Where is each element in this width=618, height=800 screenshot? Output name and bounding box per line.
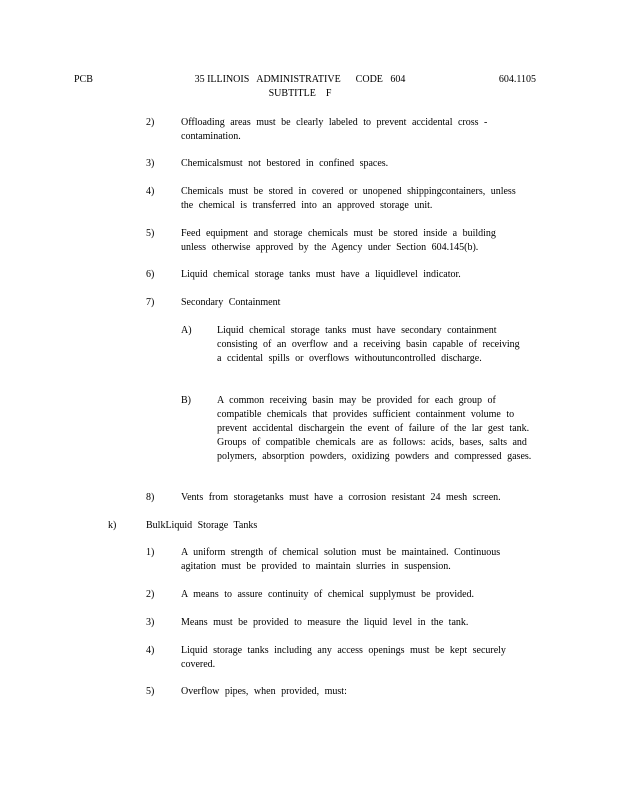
subitem-letter: B) (181, 395, 191, 406)
item-number: 4) (146, 186, 155, 197)
item-number: 8) (146, 492, 155, 503)
item-text: Vents from storagetanks must have a corrosion resistant 24 mesh screen. (181, 492, 501, 503)
item-text: Liquid chemical storage tanks must have a liquidlevel indicator. (181, 269, 461, 280)
item-text: Feed equipment and storage chemicals must be stored inside a building unless otherwise approved by the Agency under Section 604.145(b). (181, 228, 496, 253)
header-title-line1: 35 ILLINOIS ADMINISTRATIVE CODE 604 (194, 74, 406, 85)
k-item-text: Liquid storage tanks including any access openings must be kept securely covered. (181, 645, 506, 670)
item-text: Offloading areas must be clearly labeled to prevent accidental cross - contamination. (181, 117, 488, 142)
subitem-letter: A) (181, 325, 192, 336)
k-item-number: 1) (146, 547, 155, 558)
item-text: Secondary Containment (181, 297, 281, 308)
header-title-line2: SUBTITLE F (268, 88, 332, 99)
subitem-text: Liquid chemical storage tanks must have secondary containment consisting of an overflow and a receiving basin capable of receiving a ccidental spills or overflows withoutuncontrolled discharge. (217, 325, 520, 364)
k-item-number: 5) (146, 686, 155, 697)
k-item-number: 3) (146, 617, 155, 628)
k-item-number: 2) (146, 589, 155, 600)
item-text: Chemicals must be stored in covered or unopened shippingcontainers, unless the chemical is transferred into an approved storage unit. (181, 186, 516, 211)
item-number: 3) (146, 158, 155, 169)
header-section-number: 604.1105 (498, 74, 536, 85)
header-title (150, 73, 450, 101)
k-item-text: Overflow pipes, when provided, must: (181, 686, 347, 697)
section-letter: k) (108, 520, 117, 531)
k-item-text: A uniform strength of chemical solution must be maintained. Continuous agitation must be provided to maintain slurries in suspension. (181, 547, 501, 572)
section-title: BulkLiquid Storage Tanks (146, 520, 258, 531)
item-number: 2) (146, 117, 155, 128)
k-item-text: Means must be provided to measure the liquid level in the tank. (181, 617, 469, 628)
k-item-number: 4) (146, 645, 155, 656)
subitem-text: A common receiving basin may be provided for each group of compatible chemicals that provides sufficient containment volume to prevent accidental dischargein the event of failure of the lar gest tank. Groups of compatible chemicals are as follows: acids, bases, salts and polymers, absorption powders, oxidizing powders and compressed gases. (217, 395, 532, 462)
k-item-text: A means to assure continuity of chemical supplymust be provided. (181, 589, 475, 600)
item-number: 7) (146, 297, 155, 308)
header-agency: PCB (74, 74, 93, 85)
item-number: 6) (146, 269, 155, 280)
item-text: Chemicalsmust not bestored in confined spaces. (181, 158, 389, 169)
item-number: 5) (146, 228, 155, 239)
